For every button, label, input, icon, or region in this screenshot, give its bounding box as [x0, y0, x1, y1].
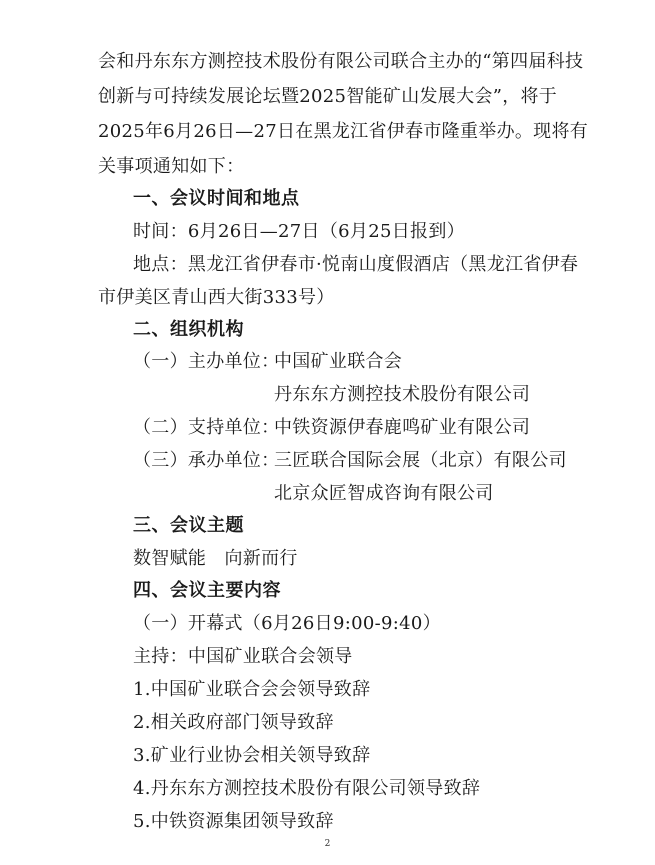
support-org-1: 中铁资源伊春鹿鸣矿业有限公司	[274, 417, 531, 438]
agenda-item-4: 4.丹东东方测控技术股份有限公司领导致辞	[133, 778, 481, 799]
section-heading-organization: 二、组织机构	[133, 319, 244, 340]
organizer-org-1: 三匠联合国际会展（北京）有限公司	[274, 450, 567, 471]
section-heading-time-location: 一、会议时间和地点	[133, 188, 300, 209]
meeting-time: 时间：6月26日—27日（6月25日报到）	[133, 221, 465, 242]
agenda-item-3: 3.矿业行业协会相关领导致辞	[133, 745, 371, 766]
intro-line-1: 会和丹东东方测控技术股份有限公司联合主办的“第四届科技	[98, 51, 584, 72]
agenda-item-2: 2.相关政府部门领导致辞	[133, 712, 334, 733]
intro-line-3: 2025年6月26日—27日在黑龙江省伊春市隆重举办。现将有	[98, 121, 589, 142]
meeting-location-line-1: 地点：黑龙江省伊春市·悦南山度假酒店（黑龙江省伊春	[133, 254, 579, 275]
intro-line-4: 关事项通知如下：	[98, 156, 245, 177]
host-org-2: 丹东东方测控技术股份有限公司	[274, 384, 531, 405]
agenda-item-5: 5.中铁资源集团领导致辞	[133, 811, 334, 832]
organizer-label: （三）承办单位：	[133, 450, 280, 471]
page-number: 2	[324, 839, 331, 849]
meeting-location-line-2: 市伊美区青山西大街333号）	[98, 287, 335, 308]
host-org-1: 中国矿业联合会	[274, 351, 403, 372]
agenda-item-1: 1.中国矿业联合会会领导致辞	[133, 679, 371, 700]
organizer-org-2: 北京众匠智成咨询有限公司	[274, 483, 494, 504]
intro-line-2: 创新与可持续发展论坛暨2025智能矿山发展大会”，将于	[98, 86, 558, 107]
meeting-theme: 数智赋能 向新而行	[133, 548, 298, 569]
opening-ceremony: （一）开幕式（6月26日9:00-9:40）	[133, 613, 441, 634]
support-label: （二）支持单位：	[133, 417, 280, 438]
host-label: （一）主办单位：	[133, 351, 280, 372]
section-heading-theme: 三、会议主题	[133, 515, 244, 536]
chair-line: 主持：中国矿业联合会领导	[133, 646, 353, 667]
section-heading-main-content: 四、会议主要内容	[133, 580, 281, 601]
